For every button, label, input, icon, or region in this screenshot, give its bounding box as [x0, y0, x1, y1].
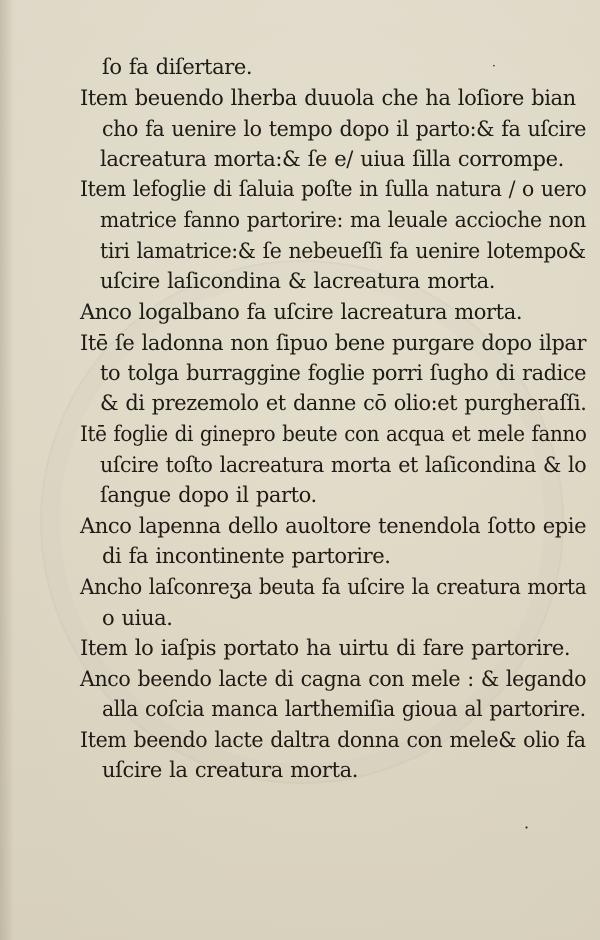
text-line: ſo fa diſertare. [102, 55, 253, 79]
text-line: uſcire toſto lacreatura morta et laſicondina & lo [100, 453, 587, 477]
page-edge-shadow [0, 0, 14, 940]
text-line: ſangue dopo il parto. [100, 483, 317, 507]
ink-speck: · [524, 818, 530, 837]
text-line: Item lo iaſpis portato ha uirtu di fare partorire. [80, 636, 571, 660]
text-line: Item beendo lacte daltra donna con mele& olio fa [80, 728, 586, 752]
text-line: tiri lamatrice:& ſe nebeueſſi fa uenire lotempo& [100, 239, 586, 263]
text-line: Itē foglie di ginepro beute con acqua et mele fanno [80, 422, 587, 446]
text-line: cho fa uenire lo tempo dopo il parto:& fa uſcire [102, 117, 587, 141]
text-line: Item beuendo lherba duuola che ha loſiore bian [80, 86, 576, 110]
text-line: Anco beendo lacte di cagna con mele : & legando [80, 667, 587, 691]
text-line: to tolga burraggine foglie porri ſugho di radice [100, 361, 587, 385]
text-line: Anco logalbano fa uſcire lacreatura morta. [80, 300, 523, 324]
text-line: Ancho laſconreӡa beuta fa uſcire la creatura morta [80, 575, 587, 599]
text-line: uſcire laſicondina & lacreatura morta. [100, 269, 496, 293]
text-line: Anco lapenna dello auoltore tenendola ſotto epie [80, 514, 587, 538]
text-line: Item lefoglie di ſaluia poſte in ſulla natura / o uero [80, 177, 587, 201]
text-line: Itē ſe ladonna non ſipuo bene purgare dopo ilpar [80, 331, 587, 355]
text-line: matrice fanno partorire: ma leuale accioche non [100, 208, 586, 232]
ink-speck: · [492, 59, 496, 73]
text-line: alla coſcia manca larthemiſia gioua al partorire. [102, 697, 586, 721]
text-line: o uiua. [102, 606, 173, 630]
text-line: lacreatura morta:& ſe e/ uiua ſilla corrompe. [100, 147, 564, 171]
text-line: & di prezemolo et danne cō olio:et purgheraſſi. [100, 391, 587, 415]
text-line: uſcire la creatura morta. [102, 758, 359, 782]
text-line: di fa incontinente partorire. [102, 544, 391, 568]
